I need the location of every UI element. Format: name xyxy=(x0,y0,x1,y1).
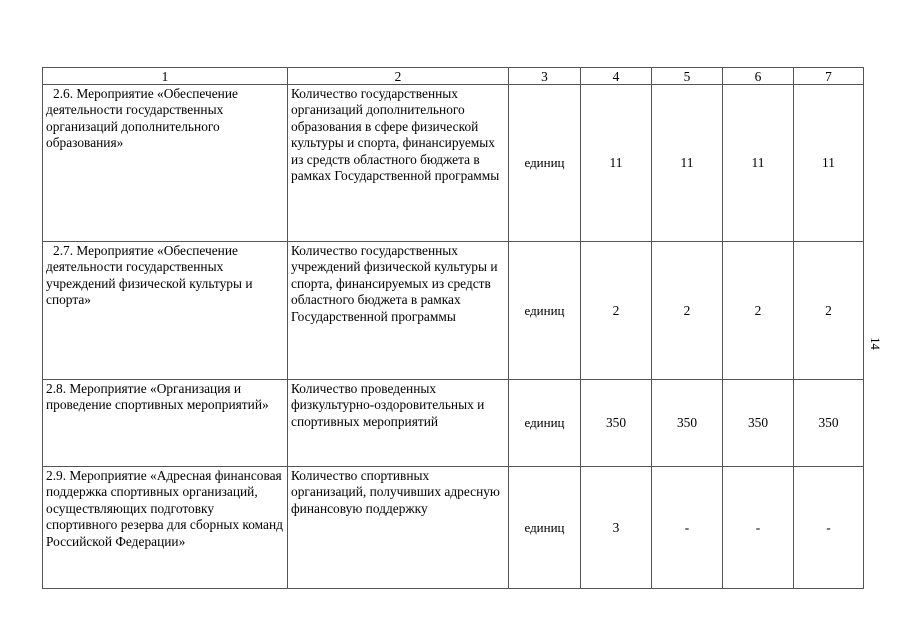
column-number-5: 5 xyxy=(652,68,723,85)
event-text: 2.7. Мероприятие «Обеспечение деятельности государственных учреждений физической культуры и спорта» xyxy=(46,243,253,308)
event-text: 2.6. Мероприятие «Обеспечение деятельности государственных организаций дополнительного образования» xyxy=(46,86,238,151)
value-cell: 11 xyxy=(652,85,723,242)
column-number-6: 6 xyxy=(723,68,794,85)
unit-cell: единиц xyxy=(509,85,581,242)
column-number-7: 7 xyxy=(794,68,864,85)
indicator-cell: Количество спортивных организаций, получивших адресную финансовую поддержку xyxy=(288,467,509,589)
value-cell: 3 xyxy=(581,467,652,589)
value-cell: 350 xyxy=(723,380,794,467)
event-cell: 2.8. Мероприятие «Организация и проведение спортивных мероприятий» xyxy=(43,380,288,467)
value-cell: 11 xyxy=(723,85,794,242)
event-cell xyxy=(43,85,288,242)
table-row xyxy=(43,380,864,467)
column-number-3: 3 xyxy=(509,68,581,85)
unit-cell: единиц xyxy=(509,467,581,589)
value-cell: - xyxy=(794,467,864,589)
value-cell: 11 xyxy=(581,85,652,242)
indicator-cell: Количество проведенных физкультурно-оздоровительных и спортивных мероприятий xyxy=(288,380,509,467)
indicators-table xyxy=(42,67,864,589)
unit-cell: единиц xyxy=(509,380,581,467)
event-cell xyxy=(43,242,288,380)
table-row xyxy=(43,85,864,242)
column-number-1: 1 xyxy=(43,68,288,85)
value-cell: 350 xyxy=(794,380,864,467)
unit-cell: единиц xyxy=(509,242,581,380)
value-cell: 350 xyxy=(581,380,652,467)
table-row xyxy=(43,242,864,380)
column-number-2: 2 xyxy=(288,68,509,85)
column-number-4: 4 xyxy=(581,68,652,85)
event-cell: 2.9. Мероприятие «Адресная финансовая поддержка спортивных организаций, осуществляющих подготовку спортивного резерва для сборных команд Российской Федерации» xyxy=(43,467,288,589)
value-cell: - xyxy=(652,467,723,589)
indicator-cell: Количество государственных учреждений физической культуры и спорта, финансируемых из средств областного бюджета в рамках Государственной программы xyxy=(288,242,509,380)
value-cell: 11 xyxy=(794,85,864,242)
column-number-row xyxy=(43,68,864,85)
indicator-cell: Количество государственных организаций дополнительного образования в сфере физической культуры и спорта, финансируемых из средств областного бюджета в рамках Государственной программы xyxy=(288,85,509,242)
page-number: 14 xyxy=(867,337,882,350)
value-cell: 2 xyxy=(581,242,652,380)
value-cell: 2 xyxy=(652,242,723,380)
value-cell: - xyxy=(723,467,794,589)
value-cell: 2 xyxy=(723,242,794,380)
value-cell: 2 xyxy=(794,242,864,380)
table-row xyxy=(43,467,864,589)
value-cell: 350 xyxy=(652,380,723,467)
